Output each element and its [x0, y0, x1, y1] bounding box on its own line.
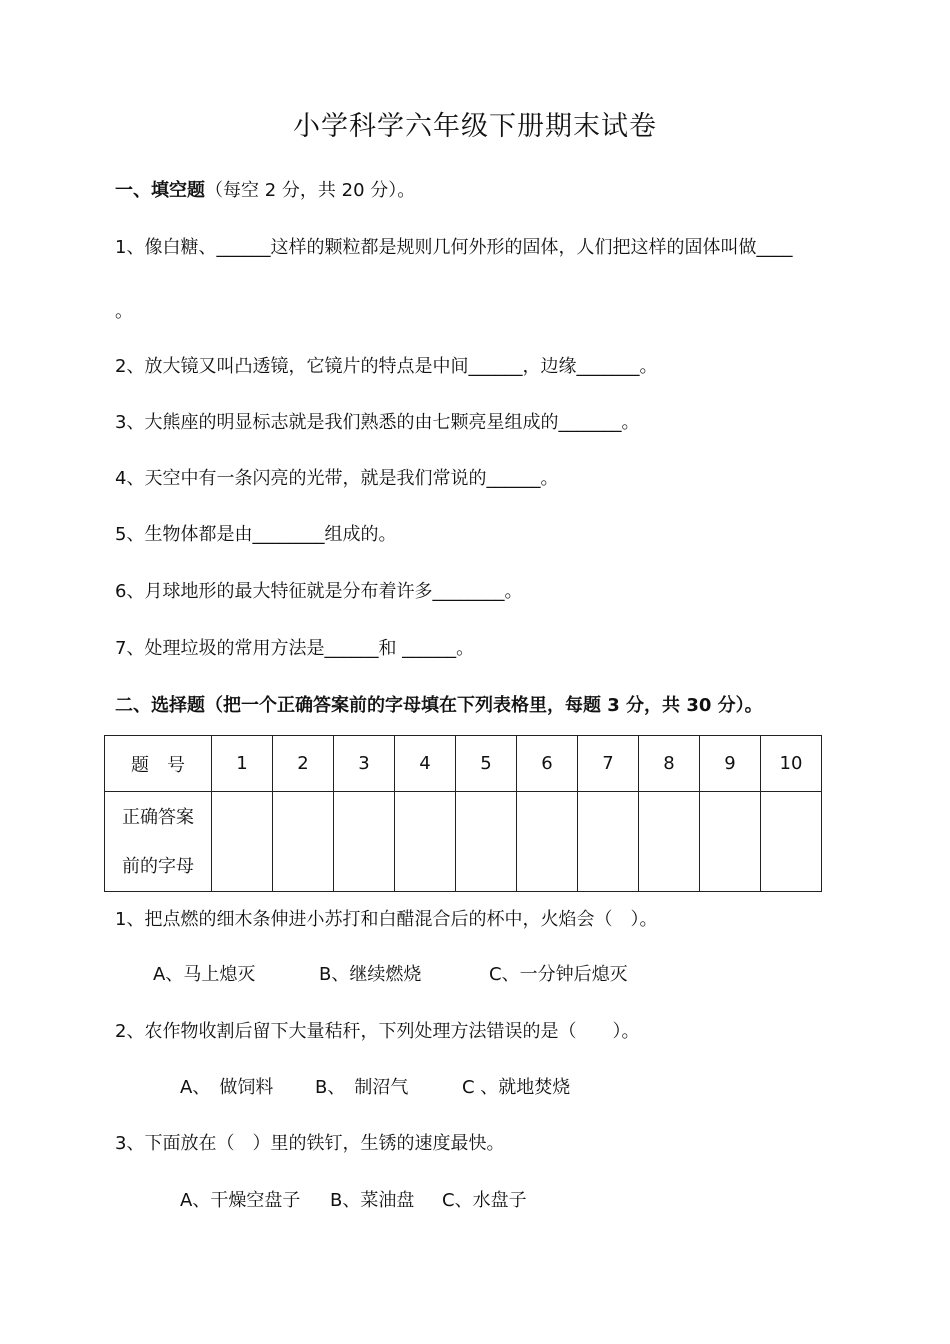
choice-question-1: 1、把点燃的细木条伸进小苏打和白醋混合后的杯中，火焰会（ ）。: [115, 909, 658, 930]
question-number-cell: 6: [517, 736, 578, 792]
answer-letter-label-line1: 正确答案: [122, 806, 194, 828]
answer-cell[interactable]: [456, 792, 517, 892]
answer-letter-label: [105, 792, 212, 892]
choice-1-option-a: A、马上熄灭: [153, 964, 256, 985]
answer-table-header-row: [105, 736, 822, 792]
question-number-label: 题 号: [105, 736, 212, 792]
question-number-cell: 4: [395, 736, 456, 792]
fill-question-7: 7、处理垃圾的常用方法是______和 ______。: [115, 638, 475, 659]
choice-2-option-c: C 、就地焚烧: [462, 1077, 571, 1098]
section1-heading: [115, 177, 415, 205]
answer-table: [104, 735, 822, 892]
fill-question-2: 2、放大镜又叫凸透镜，它镜片的特点是中间______，边缘_______。: [115, 356, 658, 377]
choice-3-option-b: B、菜油盘: [330, 1190, 415, 1211]
answer-cell[interactable]: [334, 792, 395, 892]
choice-3-option-a: A、干燥空盘子: [180, 1190, 301, 1211]
section2-heading: 二、选择题（把一个正确答案前的字母填在下列表格里，每题 3 分，共 30 分）。: [115, 695, 763, 716]
choice-question-2: 2、农作物收割后留下大量秸秆，下列处理方法错误的是（ ）。: [115, 1021, 640, 1042]
answer-table-answer-row: [105, 792, 822, 892]
question-number-cell: 9: [700, 736, 761, 792]
question-number-cell: 2: [273, 736, 334, 792]
fill-question-4: 4、天空中有一条闪亮的光带，就是我们常说的______。: [115, 468, 559, 489]
fill-question-3: 3、大熊座的明显标志就是我们熟悉的由七颗亮星组成的_______。: [115, 412, 640, 433]
answer-cell[interactable]: [212, 792, 273, 892]
answer-cell[interactable]: [761, 792, 822, 892]
question-number-cell: 10: [761, 736, 822, 792]
fill-question-6: 6、月球地形的最大特征就是分布着许多________。: [115, 581, 523, 602]
question-number-cell: 1: [212, 736, 273, 792]
question-number-cell: 8: [639, 736, 700, 792]
fill-question-1-end: 。: [115, 301, 133, 322]
choice-2-option-b: B、 制沼气: [315, 1077, 409, 1098]
fill-question-1: 1、像白糖、______这样的颗粒都是规则几何外形的固体，人们把这样的固体叫做____: [115, 237, 793, 258]
section1-note: （每空 2 分，共 20 分）。: [205, 180, 416, 201]
choice-1-option-b: B、继续燃烧: [319, 964, 422, 985]
choice-question-3: 3、下面放在（ ）里的铁钉，生锈的速度最快。: [115, 1133, 505, 1154]
answer-cell[interactable]: [639, 792, 700, 892]
page-title: 小学科学六年级下册期末试卷: [293, 111, 657, 142]
answer-cell[interactable]: [273, 792, 334, 892]
section1-heading-text: 一、填空题: [115, 180, 205, 201]
answer-cell[interactable]: [578, 792, 639, 892]
fill-question-5: 5、生物体都是由________组成的。: [115, 524, 397, 545]
answer-cell[interactable]: [395, 792, 456, 892]
answer-cell[interactable]: [517, 792, 578, 892]
choice-3-option-c: C、水盘子: [442, 1190, 527, 1211]
question-number-cell: 7: [578, 736, 639, 792]
answer-letter-label-line2: 前的字母: [122, 855, 194, 877]
answer-cell[interactable]: [700, 792, 761, 892]
question-number-cell: 5: [456, 736, 517, 792]
choice-2-option-a: A、 做饲料: [180, 1077, 274, 1098]
question-number-cell: 3: [334, 736, 395, 792]
choice-1-option-c: C、一分钟后熄灭: [489, 964, 628, 985]
